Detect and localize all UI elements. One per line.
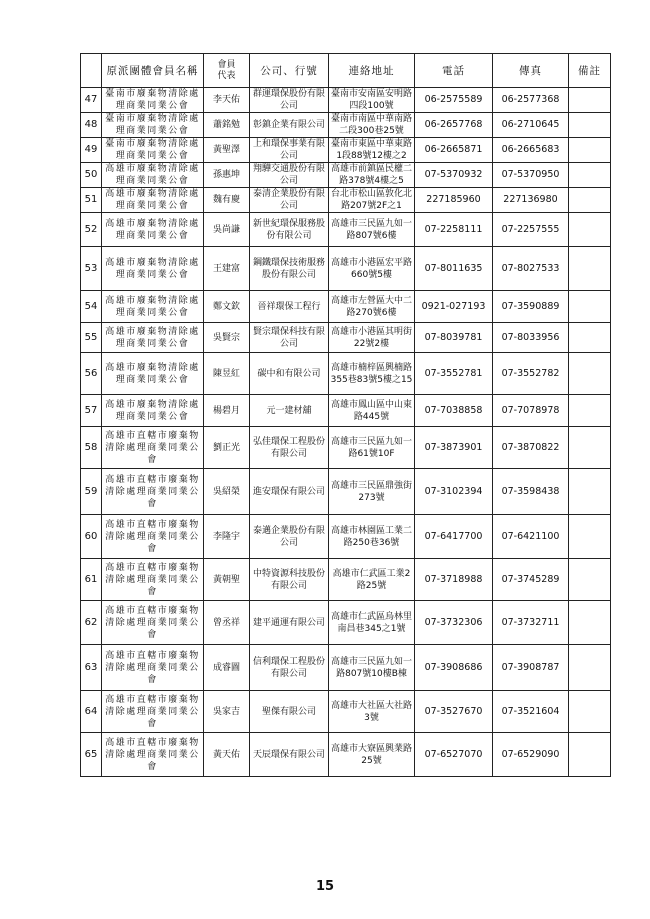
- member-rep: 楊碧月: [204, 395, 250, 427]
- company-name: 新世紀環保服務股份有限公司: [250, 213, 329, 247]
- contact-address: 高雄市三民區九如一路61號10F: [329, 427, 415, 469]
- fax-number: 06-2577368: [493, 88, 569, 113]
- phone-number: 07-6527070: [415, 733, 493, 777]
- fax-number: 07-3590889: [493, 291, 569, 323]
- member-rep: 王建富: [204, 247, 250, 291]
- table-header-row: [81, 54, 611, 88]
- member-rep: 吳家吉: [204, 691, 250, 733]
- fax-number: 07-5370950: [493, 163, 569, 188]
- row-number: 58: [81, 427, 102, 469]
- member-rep: 曾丞祥: [204, 601, 250, 645]
- member-org: 高雄市直轄市廢棄物清除處理商業同業公會: [102, 733, 204, 777]
- remark: [569, 323, 611, 353]
- row-number: 62: [81, 601, 102, 645]
- row-number: 50: [81, 163, 102, 188]
- table-row: [81, 691, 611, 733]
- page-number: 15: [315, 879, 335, 894]
- member-org: 高雄市廢棄物清除處理商業同業公會: [102, 323, 204, 353]
- remark: [569, 353, 611, 395]
- table-row: [81, 247, 611, 291]
- company-name: 泰清企業股份有限公司: [250, 188, 329, 213]
- member-rep: 蕭銘勉: [204, 113, 250, 138]
- company-name: 元一建材舖: [250, 395, 329, 427]
- header-company: 公司、行號: [250, 54, 329, 88]
- row-number: 57: [81, 395, 102, 427]
- row-number: 65: [81, 733, 102, 777]
- fax-number: 07-3908787: [493, 645, 569, 691]
- member-org: 高雄市廢棄物清除處理商業同業公會: [102, 163, 204, 188]
- member-org: 高雄市直轄市廢棄物清除處理商業同業公會: [102, 469, 204, 515]
- remark: [569, 733, 611, 777]
- member-org: 高雄市廢棄物清除處理商業同業公會: [102, 291, 204, 323]
- member-rep: 李天佑: [204, 88, 250, 113]
- member-rep: 黃天佑: [204, 733, 250, 777]
- phone-number: 07-8011635: [415, 247, 493, 291]
- row-number: 54: [81, 291, 102, 323]
- member-rep: 黃聖澤: [204, 138, 250, 163]
- contact-address: 高雄市三民區九如一路807號10樓B棟: [329, 645, 415, 691]
- row-number: 64: [81, 691, 102, 733]
- fax-number: 07-8027533: [493, 247, 569, 291]
- row-number: 60: [81, 515, 102, 559]
- row-number: 59: [81, 469, 102, 515]
- remark: [569, 559, 611, 601]
- fax-number: 07-3745289: [493, 559, 569, 601]
- company-name: 彰鎮企業有限公司: [250, 113, 329, 138]
- table-row: [81, 138, 611, 163]
- contact-address: 高雄市仁武區工業2路25號: [329, 559, 415, 601]
- member-org: 高雄市直轄市廢棄物清除處理商業同業公會: [102, 691, 204, 733]
- member-org: 高雄市直轄市廢棄物清除處理商業同業公會: [102, 645, 204, 691]
- contact-address: 臺南市南區中華南路二段300巷25號: [329, 113, 415, 138]
- table-row: [81, 515, 611, 559]
- member-rep: 吳尚謙: [204, 213, 250, 247]
- contact-address: 臺南市安南區安明路四段100號: [329, 88, 415, 113]
- remark: [569, 247, 611, 291]
- header-num: [81, 54, 102, 88]
- remark: [569, 138, 611, 163]
- fax-number: 07-7078978: [493, 395, 569, 427]
- fax-number: 07-3870822: [493, 427, 569, 469]
- phone-number: 227185960: [415, 188, 493, 213]
- contact-address: 高雄市鳳山區中山東路445號: [329, 395, 415, 427]
- phone-number: 06-2575589: [415, 88, 493, 113]
- member-rep: 成睿圖: [204, 645, 250, 691]
- remark: [569, 88, 611, 113]
- phone-number: 07-2258111: [415, 213, 493, 247]
- phone-number: 06-2665871: [415, 138, 493, 163]
- company-name: 群運環保股份有限公司: [250, 88, 329, 113]
- table-row: [81, 601, 611, 645]
- phone-number: 07-3908686: [415, 645, 493, 691]
- remark: [569, 213, 611, 247]
- fax-number: 06-2710645: [493, 113, 569, 138]
- contact-address: 高雄市前鎮區民權二路378號4樓之5: [329, 163, 415, 188]
- contact-address: 高雄市三民區鼎強街273號: [329, 469, 415, 515]
- remark: [569, 469, 611, 515]
- remark: [569, 188, 611, 213]
- company-name: 弘佳環保工程股份有限公司: [250, 427, 329, 469]
- company-name: 晉祥環保工程行: [250, 291, 329, 323]
- contact-address: 台北市松山區敦化北路207號2F之1: [329, 188, 415, 213]
- table-row: [81, 113, 611, 138]
- remark: [569, 427, 611, 469]
- member-org: 臺南市廢棄物清除處理商業同業公會: [102, 138, 204, 163]
- contact-address: 高雄市大社區大社路3號: [329, 691, 415, 733]
- table-row: [81, 323, 611, 353]
- phone-number: 0921-027193: [415, 291, 493, 323]
- table-row: [81, 353, 611, 395]
- fax-number: 07-2257555: [493, 213, 569, 247]
- phone-number: 07-3527670: [415, 691, 493, 733]
- company-name: 天辰環保有限公司: [250, 733, 329, 777]
- member-org: 高雄市廢棄物清除處理商業同業公會: [102, 213, 204, 247]
- member-org: 高雄市廢棄物清除處理商業同業公會: [102, 353, 204, 395]
- member-rep: 陳昱紅: [204, 353, 250, 395]
- table-row: [81, 188, 611, 213]
- company-name: 進安環保有限公司: [250, 469, 329, 515]
- fax-number: 07-3598438: [493, 469, 569, 515]
- member-org: 高雄市廢棄物清除處理商業同業公會: [102, 247, 204, 291]
- header-rep: [204, 54, 250, 88]
- company-name: 泰邁企業股份有限公司: [250, 515, 329, 559]
- table-row: [81, 163, 611, 188]
- phone-number: 06-2657768: [415, 113, 493, 138]
- member-rep: 劉正光: [204, 427, 250, 469]
- members-table: [80, 53, 611, 777]
- row-number: 53: [81, 247, 102, 291]
- phone-number: 07-8039781: [415, 323, 493, 353]
- member-rep: 魏有慶: [204, 188, 250, 213]
- phone-number: 07-7038858: [415, 395, 493, 427]
- phone-number: 07-3102394: [415, 469, 493, 515]
- remark: [569, 601, 611, 645]
- member-org: 高雄市廢棄物清除處理商業同業公會: [102, 395, 204, 427]
- member-org: 臺南市廢棄物清除處理商業同業公會: [102, 88, 204, 113]
- table-row: [81, 88, 611, 113]
- member-rep: 吳賢宗: [204, 323, 250, 353]
- remark: [569, 163, 611, 188]
- company-name: 聖傑有限公司: [250, 691, 329, 733]
- remark: [569, 515, 611, 559]
- contact-address: 高雄市仁武區烏林里南昌巷345之1號: [329, 601, 415, 645]
- header-tel: 電話: [415, 54, 493, 88]
- header-org: 原派團體會員名稱: [102, 54, 204, 88]
- company-name: 鋼鐵環保技術服務股份有限公司: [250, 247, 329, 291]
- remark: [569, 645, 611, 691]
- contact-address: 臺南市東區中華東路1段88號12樓之2: [329, 138, 415, 163]
- table-row: [81, 291, 611, 323]
- fax-number: 06-2665683: [493, 138, 569, 163]
- table-row: [81, 559, 611, 601]
- row-number: 55: [81, 323, 102, 353]
- table-row: [81, 427, 611, 469]
- table-row: [81, 213, 611, 247]
- contact-address: 高雄市林園區工業二路250巷36號: [329, 515, 415, 559]
- company-name: 賢宗環保科技有限公司: [250, 323, 329, 353]
- phone-number: 07-5370932: [415, 163, 493, 188]
- header-address: 連絡地址: [329, 54, 415, 88]
- company-name: 翔驊交通股份有限公司: [250, 163, 329, 188]
- phone-number: 07-3873901: [415, 427, 493, 469]
- member-org: 高雄市廢棄物清除處理商業同業公會: [102, 188, 204, 213]
- fax-number: 07-6421100: [493, 515, 569, 559]
- row-number: 48: [81, 113, 102, 138]
- company-name: 上和環保事業有限公司: [250, 138, 329, 163]
- table-row: [81, 395, 611, 427]
- table-row: [81, 733, 611, 777]
- company-name: 中特資源科技股份有限公司: [250, 559, 329, 601]
- company-name: 建平通運有限公司: [250, 601, 329, 645]
- header-note: 備註: [569, 54, 611, 88]
- remark: [569, 291, 611, 323]
- fax-number: 07-6529090: [493, 733, 569, 777]
- contact-address: 高雄市三民區九如一路807號6樓: [329, 213, 415, 247]
- remark: [569, 691, 611, 733]
- contact-address: 高雄市小港區其明街22號2樓: [329, 323, 415, 353]
- fax-number: 227136980: [493, 188, 569, 213]
- member-org: 高雄市直轄市廢棄物清除處理商業同業公會: [102, 427, 204, 469]
- phone-number: 07-3552781: [415, 353, 493, 395]
- phone-number: 07-3718988: [415, 559, 493, 601]
- row-number: 47: [81, 88, 102, 113]
- member-org: 臺南市廢棄物清除處理商業同業公會: [102, 113, 204, 138]
- remark: [569, 395, 611, 427]
- fax-number: 07-3552782: [493, 353, 569, 395]
- member-org: 高雄市直轄市廢棄物清除處理商業同業公會: [102, 601, 204, 645]
- member-rep: 黃朝聖: [204, 559, 250, 601]
- member-org: 高雄市直轄市廢棄物清除處理商業同業公會: [102, 559, 204, 601]
- member-org: 高雄市直轄市廢棄物清除處理商業同業公會: [102, 515, 204, 559]
- remark: [569, 113, 611, 138]
- row-number: 63: [81, 645, 102, 691]
- phone-number: 07-3732306: [415, 601, 493, 645]
- row-number: 56: [81, 353, 102, 395]
- contact-address: 高雄市大寮區興業路25號: [329, 733, 415, 777]
- company-name: 信利環保工程股份有限公司: [250, 645, 329, 691]
- header-fax: 傳真: [493, 54, 569, 88]
- member-rep: 孫惠坤: [204, 163, 250, 188]
- header-rep-text: 會員 代表: [217, 59, 236, 81]
- phone-number: 07-6417700: [415, 515, 493, 559]
- row-number: 61: [81, 559, 102, 601]
- member-rep: 鄭文欽: [204, 291, 250, 323]
- contact-address: 高雄市左營區大中二路270號6樓: [329, 291, 415, 323]
- fax-number: 07-3732711: [493, 601, 569, 645]
- row-number: 49: [81, 138, 102, 163]
- table-row: [81, 469, 611, 515]
- contact-address: 高雄市小港區宏平路660號5樓: [329, 247, 415, 291]
- fax-number: 07-3521604: [493, 691, 569, 733]
- member-rep: 李隆宇: [204, 515, 250, 559]
- table-row: [81, 645, 611, 691]
- company-name: 碳中和有限公司: [250, 353, 329, 395]
- row-number: 51: [81, 188, 102, 213]
- row-number: 52: [81, 213, 102, 247]
- member-rep: 吳紹榮: [204, 469, 250, 515]
- contact-address: 高雄市楠梓區興楠路355巷83號5樓之15: [329, 353, 415, 395]
- fax-number: 07-8033956: [493, 323, 569, 353]
